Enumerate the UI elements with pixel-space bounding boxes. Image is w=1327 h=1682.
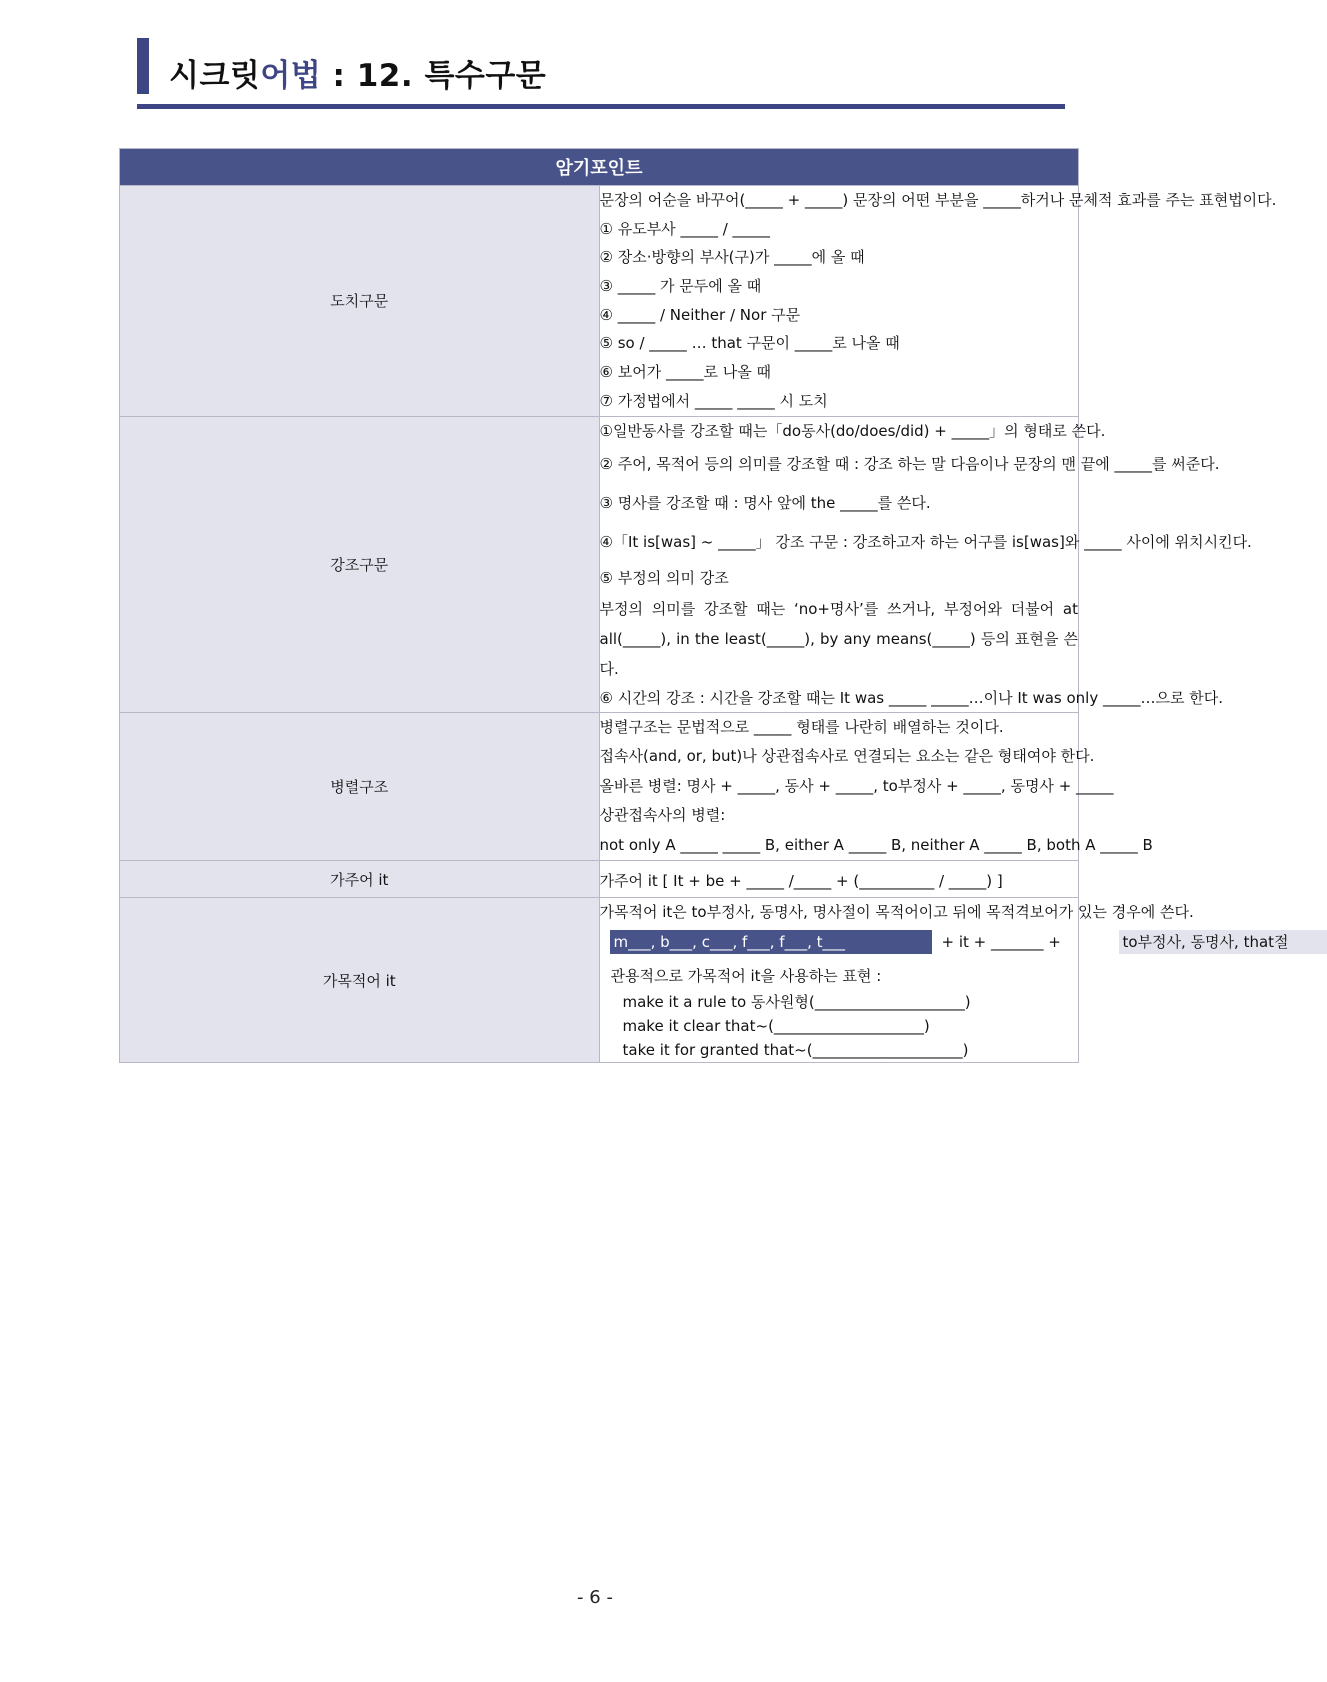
key-points-table [119,148,1289,1063]
content-line: ⑦ 가정법에서 _____ _____ 시 도치 [599,391,828,410]
content-line: ⑥ 시간의 강조 : 시간을 강조할 때는 It was _____ _____…이나 It was only _____…으로 한다. [599,688,1223,707]
content-line: ④ _____ / Neither / Nor 구문 [599,305,801,324]
row-content [599,898,1289,1063]
title-accent-bar [137,38,149,94]
row-label: 가목적어 it [120,898,600,1063]
content-line: ③ _____ 가 문두에 올 때 [599,277,762,296]
content-line: 가주어 it [ It + be + _____ /_____ + (__________ / _____) ] [599,872,1003,890]
title-accent-text: 어법 [260,58,322,94]
idiom-item: make it clear that~(____________________) [622,1017,930,1035]
row-content [599,416,1252,712]
content-line: 문장의 어순을 바꾸어(_____ + _____) 문장의 어떤 부분을 _____하거나 문체적 효과를 주는 표현법이다. [599,191,1277,209]
page-number: - 6 - [577,1587,613,1608]
content-line: ② 장소·방향의 부사(구)가 _____에 올 때 [599,248,865,267]
page-header [137,38,1065,110]
idiom-item: take it for granted that~(____________________) [622,1041,969,1059]
title-underline [137,104,1065,109]
content-line: ① 유도부사 _____ / _____ [599,219,771,238]
content-line: ⑤ so / _____ … that 구문이 _____로 나올 때 [599,334,900,353]
content-line: 가목적어 it은 to부정사, 동명사, 명사절이 목적어이고 뒤에 목적격보어가 있는 경우에 쓴다. [599,903,1194,921]
dummy-object-formula [610,930,1289,956]
row-content [599,186,1277,417]
row-label: 병렬구조 [120,712,600,861]
idiom-title: 관용적으로 가목적어 it을 사용하는 표현 : [610,967,882,985]
content-line: 접속사(and, or, but)나 상관접속사로 연결되는 요소는 같은 형태여야 한다. [599,747,1095,765]
content-line: ② 주어, 목적어 등의 의미를 강조할 때 : 강조 하는 말 다음이나 문장의 맨 끝에 _____를 써준다. [599,454,1220,473]
content-line: ③ 명사를 강조할 때 : 명사 앞에 the _____를 쓴다. [599,493,931,512]
row-content [599,712,1153,861]
row-label: 강조구문 [120,416,600,712]
row-label: 가주어 it [120,861,600,898]
content-line: not only A _____ _____ B, either A _____ B, neither A _____ B, both A _____ B [599,835,1153,854]
content-line: ⑤ 부정의 의미 강조 [599,568,729,587]
row-content [599,861,1079,898]
content-line: 상관접속사의 병렬: [599,806,726,824]
content-paragraph: 부정의 의미를 강조할 때는 ‘no+명사’를 쓰거나, 부정어와 더불어 at all(_____), in the least(_____), by any means(_____) 등의 표현을 쓴다. [599,599,1078,678]
table-heading: 암기포인트 [120,149,1079,186]
table-row-inversion [120,186,1079,417]
content-line: ④「It is[was] ~ _____」 강조 구문 : 강조하고자 하는 어구를 is[was]와 _____ 사이에 위치시킨다. [599,532,1252,551]
title-rest: : 12. 특수구문 [321,58,547,94]
title-main: 시크릿 [169,58,261,94]
content-line: ①일반동사를 강조할 때는「do동사(do/does/did) + _____」의 형태로 쓴다. [599,421,1106,440]
table-row-emphasis [120,416,1079,712]
table-row-dummy-subject [120,861,1079,898]
row-label: 도치구문 [120,186,600,417]
content-line: ⑥ 보어가 _____로 나올 때 [599,363,771,382]
page-title [169,50,546,95]
formula-verbs-box: m___, b___, c___, f___, f___, t___ [610,930,932,954]
formula-tail-box: to부정사, 동명사, that절 [1119,930,1327,954]
formula-middle: + it + _______ + [941,933,1061,951]
content-line: 병렬구조는 문법적으로 _____ 형태를 나란히 배열하는 것이다. [599,717,1004,736]
content-line: 올바른 병렬: 명사 + _____, 동사 + _____, to부정사 + _____, 동명사 + _____ [599,776,1114,795]
table-row-parallel [120,712,1079,861]
table-row-dummy-object [120,898,1079,1063]
idiom-item: make it a rule to 동사원형(____________________) [622,993,971,1011]
